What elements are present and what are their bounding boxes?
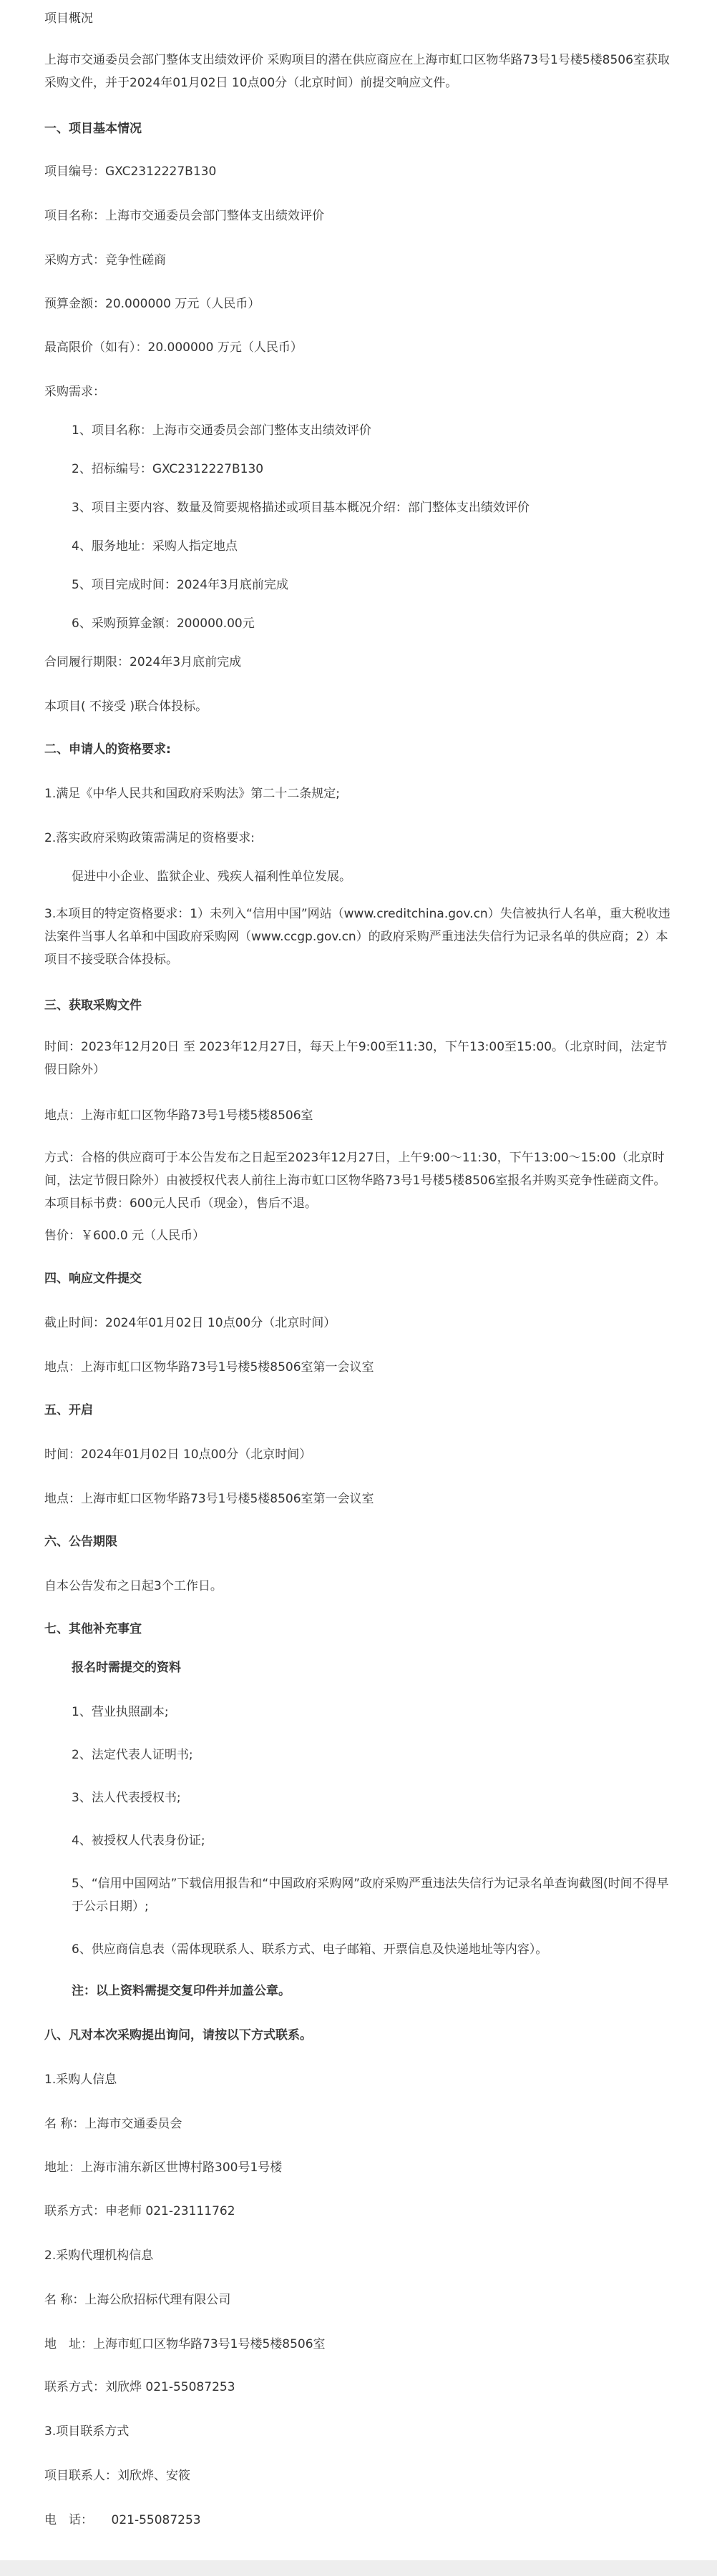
requirement-item: 3、项目主要内容、数量及简要规格描述或项目基本概况介绍：部门整体支出绩效评价	[72, 501, 530, 515]
material-item: 4、被授权人代表身份证;	[72, 1834, 205, 1848]
qualification-item-2: 2.落实政府采购政策需满足的资格要求:	[44, 831, 255, 845]
contract-period: 合同履行期限：2024年3月底前完成	[44, 655, 242, 669]
budget-amount: 预算金额：20.000000 万元（人民币）	[44, 297, 260, 311]
acquisition-place: 地点：上海市虹口区物华路73号1号楼5楼8506室	[44, 1108, 313, 1123]
submission-deadline: 截止时间：2024年01月02日 10点00分（北京时间）	[44, 1316, 336, 1330]
purchaser-name: 名 称：上海市交通委员会	[44, 2117, 182, 2131]
project-number: 项目编号：GXC2312227B130	[44, 164, 217, 179]
purchaser-address: 地址：上海市浦东新区世博村路300号1号楼	[44, 2160, 283, 2175]
materials-note: 注：以上资料需提交复印件并加盖公章。	[72, 1984, 291, 1998]
qualification-item-2-detail: 促进中小企业、监狱企业、残疾人福利性单位发展。	[72, 870, 351, 884]
project-contact-person: 项目联系人：刘欣烨、安筱	[44, 2469, 190, 2483]
section-2-heading: 二、申请人的资格要求:	[44, 742, 171, 757]
agency-label: 2.采购代理机构信息	[44, 2248, 154, 2263]
opening-time: 时间：2024年01月02日 10点00分（北京时间）	[44, 1447, 312, 1462]
purchaser-label: 1.采购人信息	[44, 2073, 117, 2087]
section-5-heading: 五、开启	[44, 1403, 93, 1417]
material-item: 6、供应商信息表（需体现联系人、联系方式、电子邮箱、开票信息及快递地址等内容）。	[72, 1942, 548, 1957]
material-item: 3、法人代表授权书;	[72, 1791, 181, 1805]
section-6-heading: 六、公告期限	[44, 1535, 117, 1549]
material-item: 5、“信用中国网站”下载信用报告和“中国政府采购网”政府采购严重违法失信行为记录名单查询截图(时间不得早于公示日期）;	[72, 1877, 669, 1914]
page-footer-strip	[0, 2560, 717, 2576]
project-name: 项目名称：上海市交通委员会部门整体支出绩效评价	[44, 209, 324, 223]
overview-text: 上海市交通委员会部门整体支出绩效评价 采购项目的潜在供应商应在上海市虹口区物华路73号1号楼5楼8506室获取采购文件，并于2024年01月02日 10点00分（北京时间）前提交响应文件。	[44, 53, 670, 90]
required-materials-heading: 报名时需提交的资料	[72, 1661, 181, 1675]
qualification-item-3: 3.本项目的特定资格要求：1）未列入“信用中国”网站（www.creditchina.gov.cn）失信被执行人名单，重大税收违法案件当事人名单和中国政府采购网（www.ccgp.gov.cn）的政府采购严重违法失信行为记录名单的供应商；2）本项目不接受联合体投标。	[44, 907, 670, 967]
opening-place: 地点：上海市虹口区物华路73号1号楼5楼8506室第一会议室	[44, 1492, 374, 1506]
purchaser-contact: 联系方式：申老师 021-23111762	[44, 2204, 235, 2218]
section-3-heading: 三、获取采购文件	[44, 998, 142, 1013]
announcement-period: 自本公告发布之日起3个工作日。	[44, 1579, 223, 1593]
material-item: 2、法定代表人证明书;	[72, 1748, 193, 1762]
requirement-item: 6、采购预算金额：200000.00元	[72, 616, 255, 631]
requirements-label: 采购需求：	[44, 385, 105, 399]
submission-place: 地点：上海市虹口区物华路73号1号楼5楼8506室第一会议室	[44, 1360, 374, 1375]
qualification-item-1: 1.满足《中华人民共和国政府采购法》第二十二条规定;	[44, 787, 340, 801]
overview-heading: 项目概况	[44, 11, 93, 26]
material-item: 1、营业执照副本;	[72, 1705, 169, 1719]
section-7-heading: 七、其他补充事宜	[44, 1622, 142, 1636]
agency-name: 名 称：上海公欣招标代理有限公司	[44, 2293, 231, 2307]
requirement-item: 4、服务地址：采购人指定地点	[72, 539, 238, 554]
document-price: 售价：￥600.0 元（人民币）	[44, 1229, 205, 1243]
project-phone: 电 话： 021-55087253	[44, 2513, 201, 2527]
procurement-method: 采购方式：竞争性磋商	[44, 253, 166, 267]
consortium-note: 本项目( 不接受 )联合体投标。	[44, 699, 208, 714]
acquisition-method: 方式：合格的供应商可于本公告发布之日起至2023年12月27日，上午9:00～11:30，下午13:00～15:00（北京时间，法定节假日除外）由被授权代表人前往上海市虹口区物华路73号1号楼5楼8506室报名并购买竞争性磋商文件。本项目标书费：600元人民币（现金），售后不退。	[44, 1151, 666, 1211]
requirement-item: 1、项目名称：上海市交通委员会部门整体支出绩效评价	[72, 423, 371, 438]
project-contact-label: 3.项目联系方式	[44, 2424, 130, 2439]
section-4-heading: 四、响应文件提交	[44, 1272, 142, 1286]
section-1-heading: 一、项目基本情况	[44, 122, 142, 136]
section-8-heading: 八、凡对本次采购提出询问，请按以下方式联系。	[44, 2028, 312, 2042]
agency-address: 地 址：上海市虹口区物华路73号1号楼5楼8506室	[44, 2337, 326, 2351]
requirement-item: 5、项目完成时间：2024年3月底前完成	[72, 578, 288, 592]
agency-contact: 联系方式：刘欣烨 021-55087253	[44, 2380, 235, 2394]
acquisition-time: 时间：2023年12月20日 至 2023年12月27日，每天上午9:00至11:30，下午13:00至15:00。（北京时间，法定节假日除外）	[44, 1040, 668, 1077]
requirement-item: 2、招标编号：GXC2312227B130	[72, 462, 264, 476]
max-price: 最高限价（如有）：20.000000 万元（人民币）	[44, 340, 303, 355]
